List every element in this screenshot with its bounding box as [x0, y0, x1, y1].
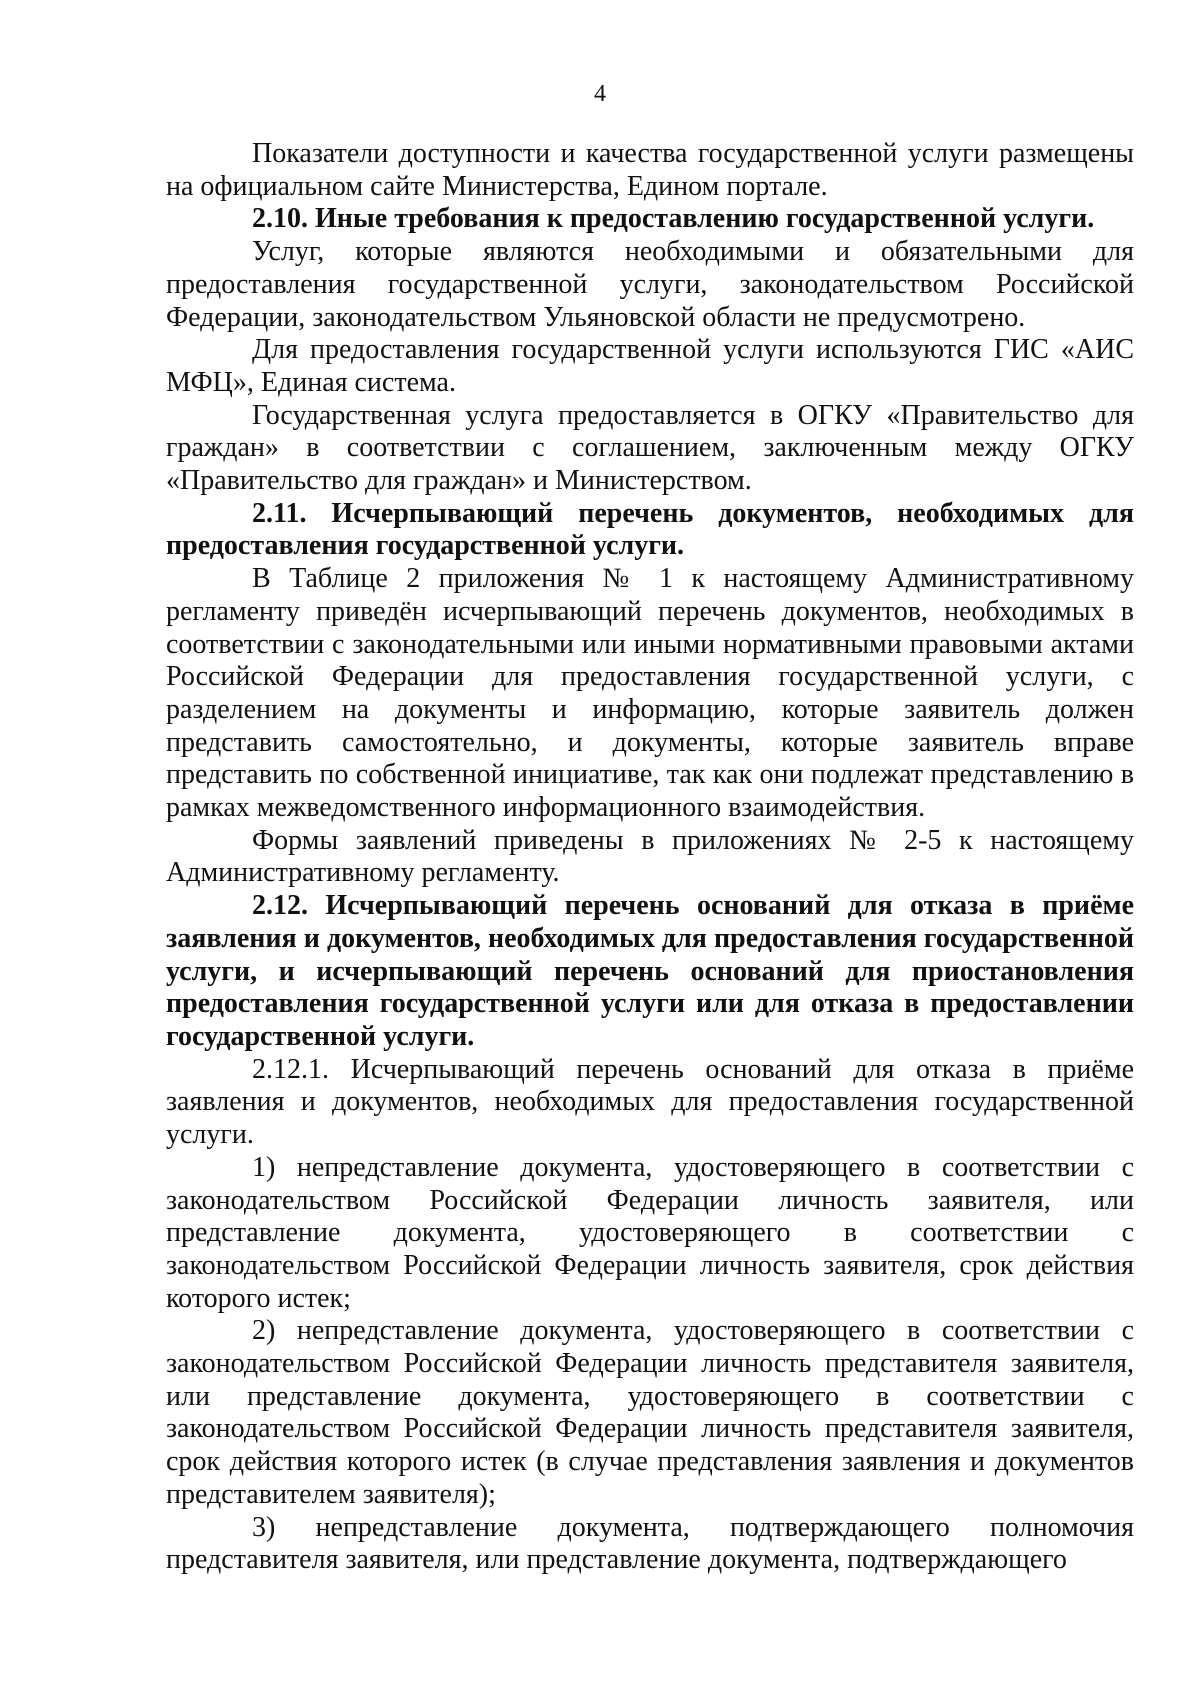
- document-body: [166, 138, 1134, 1577]
- list-item-3: 3) непредставление документа, подтверждающего полномочия представителя заявителя, или представление документа, подтверждающего: [166, 1511, 1134, 1576]
- list-item-1: 1) непредставление документа, удостоверяющего в соответствии с законодательством Российской Федерации личность заявителя, или представление документа, удостоверяющего в соответствии с законодательством Российской Федерации личность заявителя, срок действия которого истек;: [166, 1151, 1134, 1314]
- section-heading-2-12: 2.12. Исчерпывающий перечень оснований для отказа в приёме заявления и документов, необходимых для предоставления государственной услуги, и исчерпывающий перечень оснований для приостановления предоставления государственной услуги или для отказа в предоставлении государственной услуги.: [166, 890, 1134, 1052]
- paragraph-application-forms: Формы заявлений приведены в приложениях № 2-5 к настоящему Административному регламенту.: [166, 824, 1134, 889]
- paragraph-documents-list: В Таблице 2 приложения № 1 к настоящему Административному регламенту приведён исчерпывающий перечень документов, необходимых в соответствии с законодательными или иными нормативными правовыми актами Российской Федерации для предоставления государственной услуги, с разделением на документы и информацию, которые заявитель должен представить самостоятельно, и документы, которые заявитель вправе представить по собственной инициативе, так как они подлежат представлению в рамках межведомственного информационного взаимодействия.: [166, 563, 1134, 824]
- section-heading-2-10: 2.10. Иные требования к предоставлению государственной услуги.: [252, 203, 1095, 235]
- list-item-2: 2) непредставление документа, удостоверяющего в соответствии с законодательством Российской Федерации личность представителя заявителя, или представление документа, удостоверяющего в соответствии с законодательством Российской Федерации личность представителя заявителя, срок действия которого истек (в случае представления заявления и документов представителем заявителя);: [166, 1315, 1134, 1510]
- paragraph-information-systems: Для предоставления государственной услуги используются ГИС «АИС МФЦ», Единая система.: [166, 334, 1134, 398]
- section-heading-2-11: 2.11. Исчерпывающий перечень документов, необходимых для предоставления государственной услуги.: [166, 497, 1134, 562]
- paragraph-required-services: Услуг, которые являются необходимыми и обязательными для предоставления государственной услуги, законодательством Российской Федерации, законодательством Ульяновской области не предусмотрено.: [166, 236, 1134, 333]
- paragraph-2-12-1: 2.12.1. Исчерпывающий перечень оснований для отказа в приёме заявления и документов, необходимых для предоставления государственной услуги.: [166, 1053, 1134, 1151]
- page-number: 4: [594, 81, 606, 107]
- paragraph-service-provider: Государственная услуга предоставляется в ОГКУ «Правительство для граждан» в соответствии с соглашением, заключенным между ОГКУ «Правительство для граждан» и Министерством.: [166, 399, 1134, 497]
- paragraph-accessibility-indicators: Показатели доступности и качества государственной услуги размещены на официальном сайте Министерства, Едином портале.: [166, 138, 1134, 202]
